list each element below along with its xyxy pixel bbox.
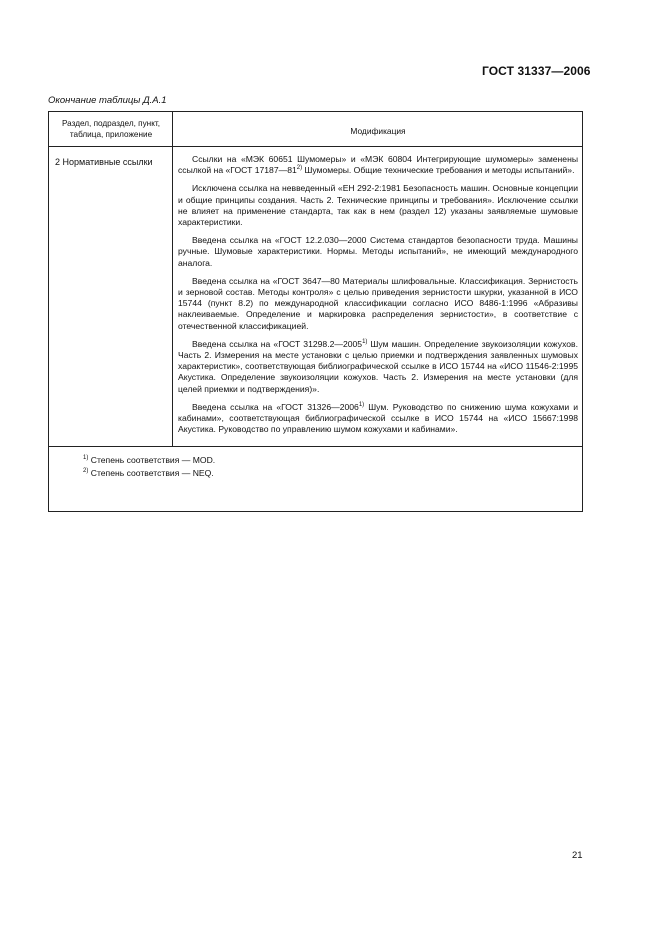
paragraph: Введена ссылка на «ГОСТ 31298.2—2005$^{1)}$ Шум машин. Определение звукоизоляции кожухов. Часть 2. Измерения на месте установки с целью приемки и подтверждения заявленных шумовых характеристик», соответствующая библиографической ссылке в ИСО 15744 на «ИСО 11546-2:1995 Акустика. Определение звукоизоляции кожухов. Часть 2. Измерения на месте установки (для целей приемки и подтверждения)». — [178, 338, 578, 394]
paragraph: Введена ссылка на «ГОСТ 31326—2006$^{1)}$ Шум. Руководство по снижению шума кожухами и кабинами», соответствующая библиографической ссылке в ИСО 15744 на «ИСО 15667:1998 Акустика. Руководство по управлению шумом кожухами и кабинами». — [178, 401, 578, 435]
paragraph: Исключена ссылка на невведенный «ЕН 292-2:1981 Безопасность машин. Основные концепции и общие принципы создания. Часть 2. Технические принципы и требования». Исключение ссылки не влияет на применение стандарта, так как в нем (раздел 12) указаны заявляемые шумовые характеристики. — [178, 183, 578, 228]
column-header-section — [53, 119, 169, 141]
footnote: $^{1)}$ Степень соответствия — MOD. — [83, 455, 216, 465]
paragraph: Ссылки на «МЭК 60651 Шумомеры» и «МЭК 60804 Интегрирующие шумомеры» заменены ссылкой на «ГОСТ 17187—81$^{2)}$ Шумомеры. Общие технические требования и методы испытаний». — [178, 154, 578, 176]
footnote-divider — [49, 446, 582, 447]
footnotes — [83, 454, 215, 480]
footnote-ref: 1) — [358, 402, 365, 408]
footnote-ref: 2) — [296, 165, 303, 172]
column-header-modification: Модификация — [350, 126, 406, 136]
footnote-ref: 1) — [362, 338, 368, 345]
document-code: ГОСТ 31337—2006 — [482, 64, 591, 78]
row-label: 2 Нормативные ссылки — [55, 157, 153, 167]
paragraph: Введена ссылка на «ГОСТ 3647—80 Материалы шлифовальные. Классификация. Зернистость и зерновой состав. Методы контроля» с целью приведения зернистости шкурки, указанной в ИСО 15744 (пункт 8.2) по международной классификации согласно ИСО 8486-1:1996 «Абразивы наклеиваемые. Определение и маркировка распределения зернистости», в соответствие с отечественной классификацией. — [178, 275, 578, 331]
paragraph: Введена ссылка на «ГОСТ 12.2.030—2000 Система стандартов безопасности труда. Машины ручные. Шумовые характеристики. Нормы. Методы испытаний», не имеющий международного аналога. — [178, 235, 578, 268]
modification-text — [178, 154, 578, 442]
page-number: 21 — [572, 850, 583, 861]
column-divider — [172, 112, 173, 446]
table-caption: Окончание таблицы Д.А.1 — [48, 95, 167, 106]
footnote: $^{2)}$ Степень соответствия — NEQ. — [83, 468, 214, 478]
column-header-line: Раздел, подраздел, пункт, — [61, 119, 160, 128]
modification-table — [48, 111, 583, 512]
header-divider — [49, 146, 582, 147]
column-header-line: таблица, приложение — [69, 129, 153, 139]
